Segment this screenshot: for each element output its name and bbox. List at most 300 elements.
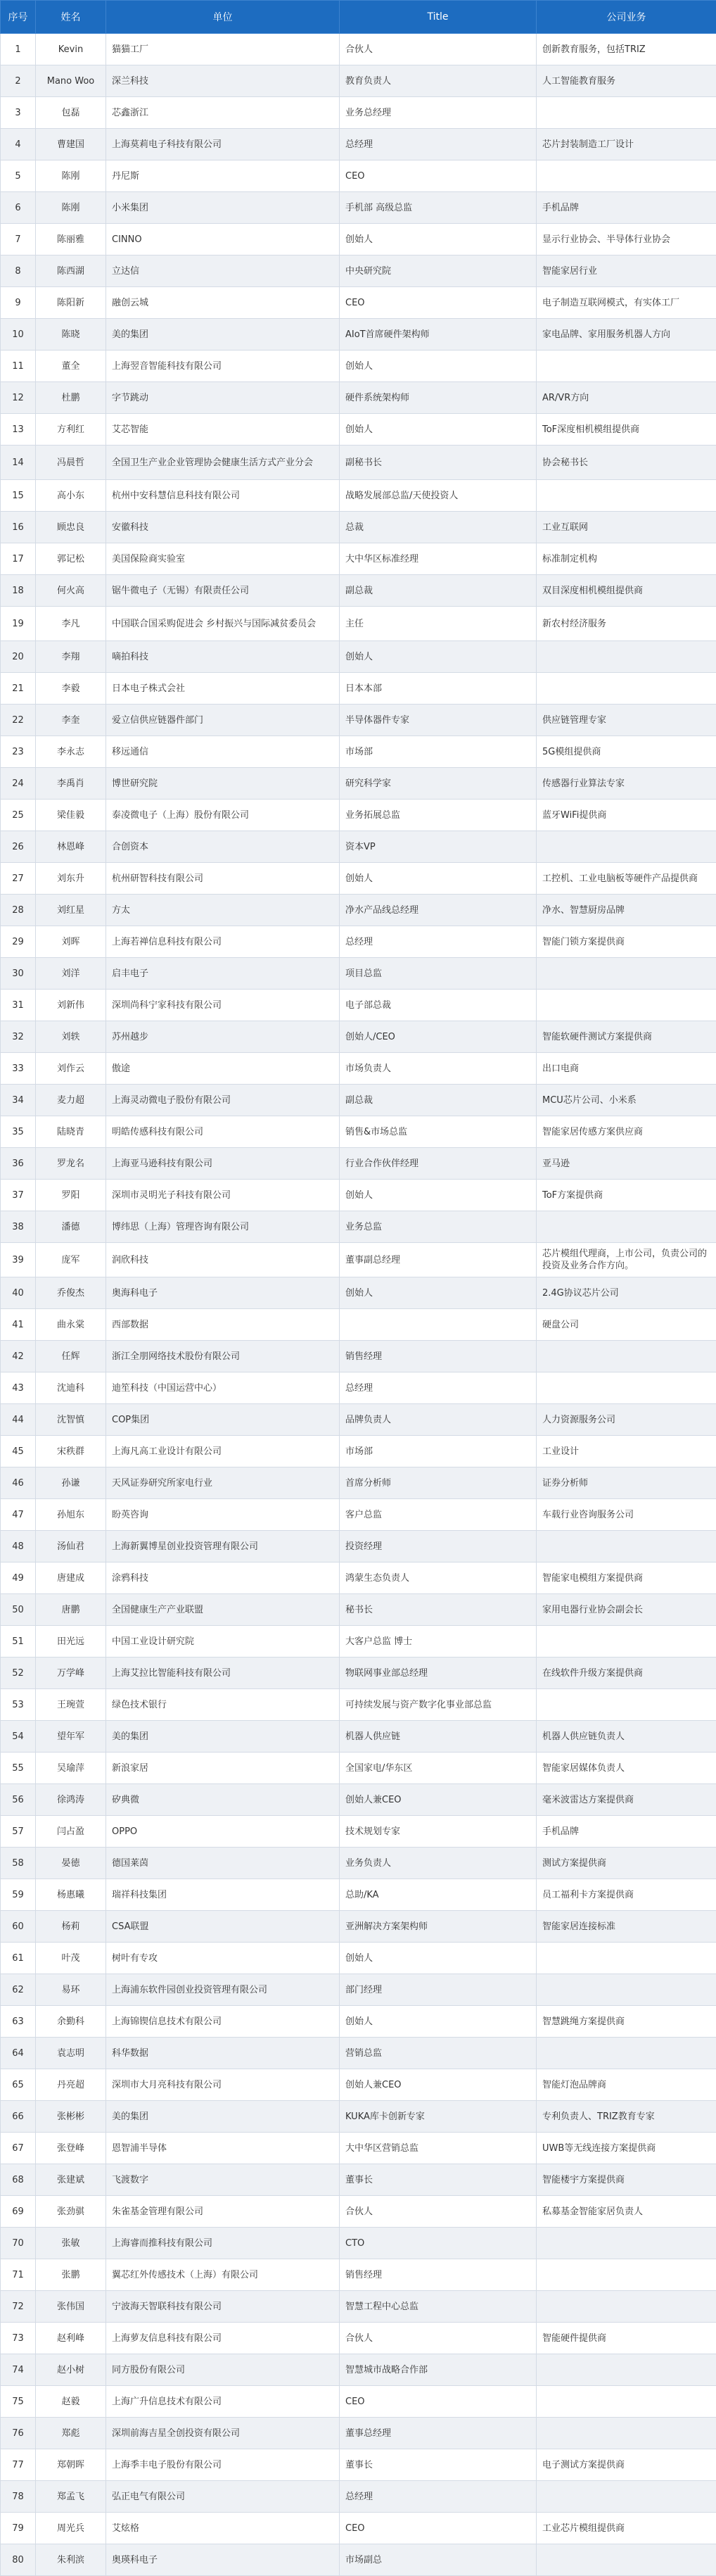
cell-organization: 美的集团 — [106, 319, 340, 351]
cell-index: 76 — [1, 2418, 36, 2449]
cell-business — [537, 831, 716, 863]
table-row — [1, 287, 716, 319]
cell-title: 机器人供应链 — [340, 1721, 537, 1753]
cell-organization: 安徽科技 — [106, 512, 340, 543]
cell-organization: 恩智浦半导体 — [106, 2133, 340, 2164]
cell-index: 47 — [1, 1499, 36, 1531]
cell-organization: 上海艾拉比智能科技有限公司 — [106, 1658, 340, 1689]
cell-name: 刘东升 — [36, 863, 106, 895]
cell-title: 投资经理 — [340, 1531, 537, 1562]
cell-index: 36 — [1, 1148, 36, 1180]
cell-name: 潘德 — [36, 1211, 106, 1243]
cell-organization: 移远通信 — [106, 736, 340, 768]
cell-business: 智能家电模组方案提供商 — [537, 1562, 716, 1594]
cell-business — [537, 160, 716, 192]
cell-organization: 奥瑛科电子 — [106, 2544, 340, 2576]
table-row — [1, 2196, 716, 2228]
cell-organization: 杭州研智科技有限公司 — [106, 863, 340, 895]
cell-index: 72 — [1, 2291, 36, 2323]
cell-index: 54 — [1, 1721, 36, 1753]
cell-business: 智能家居传感方案供应商 — [537, 1116, 716, 1148]
cell-name: 易环 — [36, 1974, 106, 2006]
cell-organization: 融创云城 — [106, 287, 340, 319]
cell-index: 59 — [1, 1879, 36, 1911]
cell-index: 27 — [1, 863, 36, 895]
cell-index: 14 — [1, 446, 36, 480]
cell-name: 董全 — [36, 351, 106, 382]
cell-business — [537, 1531, 716, 1562]
cell-business: 智能家居行业 — [537, 255, 716, 287]
cell-index: 45 — [1, 1436, 36, 1467]
cell-business: 传感器行业算法专家 — [537, 768, 716, 800]
cell-business — [537, 958, 716, 990]
table-row — [1, 2038, 716, 2069]
header-name: 姓名 — [36, 1, 106, 34]
table-row — [1, 575, 716, 607]
cell-organization: 丹尼斯 — [106, 160, 340, 192]
cell-name: 余勤科 — [36, 2006, 106, 2038]
cell-business: 工控机、工业电脑板等硬件产品提供商 — [537, 863, 716, 895]
cell-title: 总经理 — [340, 129, 537, 160]
table-row — [1, 255, 716, 287]
table-row — [1, 1341, 716, 1372]
cell-business — [537, 673, 716, 705]
table-row — [1, 1180, 716, 1211]
cell-business — [537, 2259, 716, 2291]
table-row — [1, 641, 716, 673]
cell-business — [537, 2228, 716, 2259]
cell-index: 73 — [1, 2323, 36, 2354]
cell-index: 13 — [1, 414, 36, 446]
cell-index: 74 — [1, 2354, 36, 2386]
table-row — [1, 863, 716, 895]
cell-organization: 上海莫莉电子科技有限公司 — [106, 129, 340, 160]
table-row — [1, 1053, 716, 1085]
cell-title: 首席分析师 — [340, 1467, 537, 1499]
cell-title: 市场部 — [340, 1436, 537, 1467]
cell-organization: 上海睿而推科技有限公司 — [106, 2228, 340, 2259]
cell-index: 53 — [1, 1689, 36, 1721]
cell-business: 证券分析师 — [537, 1467, 716, 1499]
cell-index: 29 — [1, 926, 36, 958]
cell-business — [537, 1974, 716, 2006]
cell-name: 孙旭东 — [36, 1499, 106, 1531]
table-body — [1, 34, 716, 2576]
cell-title: 董事长 — [340, 2449, 537, 2481]
cell-business: 显示行业协会、半导体行业协会 — [537, 224, 716, 255]
cell-name: 任辉 — [36, 1341, 106, 1372]
cell-name: 陈西湖 — [36, 255, 106, 287]
cell-business — [537, 2481, 716, 2513]
cell-name: 方利红 — [36, 414, 106, 446]
cell-name: 吴瑜萍 — [36, 1753, 106, 1784]
cell-organization: 启丰电子 — [106, 958, 340, 990]
cell-business — [537, 990, 716, 1021]
cell-title: 销售&市场总监 — [340, 1116, 537, 1148]
cell-name: 张登峰 — [36, 2133, 106, 2164]
table-row — [1, 446, 716, 480]
table-row — [1, 1721, 716, 1753]
table-row — [1, 1848, 716, 1879]
cell-title: 净水产品线总经理 — [340, 895, 537, 926]
cell-business: 亚马逊 — [537, 1148, 716, 1180]
cell-title: 项目总监 — [340, 958, 537, 990]
table-row — [1, 2323, 716, 2354]
cell-business: 毫米波雷达方案提供商 — [537, 1784, 716, 1816]
cell-title: 资本VP — [340, 831, 537, 863]
cell-name: 郑朝晖 — [36, 2449, 106, 2481]
cell-name: 庞军 — [36, 1243, 106, 1277]
cell-organization: 小米集团 — [106, 192, 340, 224]
cell-organization: 中国工业设计研究院 — [106, 1626, 340, 1658]
header-organization: 单位 — [106, 1, 340, 34]
cell-index: 32 — [1, 1021, 36, 1053]
cell-business — [537, 1943, 716, 1974]
cell-index: 43 — [1, 1372, 36, 1404]
table-row — [1, 1626, 716, 1658]
cell-title: 行业合作伙伴经理 — [340, 1148, 537, 1180]
cell-business: 电子制造互联网模式，有实体工厂 — [537, 287, 716, 319]
table-row — [1, 2164, 716, 2196]
cell-business: 手机品牌 — [537, 1816, 716, 1848]
cell-business: 员工福利卡方案提供商 — [537, 1879, 716, 1911]
cell-index: 64 — [1, 2038, 36, 2069]
cell-name: 刘晖 — [36, 926, 106, 958]
cell-organization: 字节跳动 — [106, 382, 340, 414]
cell-business: 芯片封装制造工厂设计 — [537, 129, 716, 160]
cell-index: 57 — [1, 1816, 36, 1848]
cell-name: 罗阳 — [36, 1180, 106, 1211]
table-row — [1, 512, 716, 543]
cell-name: 张敏 — [36, 2228, 106, 2259]
table-row — [1, 1467, 716, 1499]
cell-business — [537, 2418, 716, 2449]
cell-organization: 绿色技术银行 — [106, 1689, 340, 1721]
cell-name: 万学峰 — [36, 1658, 106, 1689]
header-row — [1, 1, 716, 34]
cell-organization: 朱雀基金管理有限公司 — [106, 2196, 340, 2228]
cell-index: 25 — [1, 800, 36, 831]
cell-organization: 弘正电气有限公司 — [106, 2481, 340, 2513]
cell-organization: OPPO — [106, 1816, 340, 1848]
cell-name: 李毅 — [36, 673, 106, 705]
table-header — [1, 1, 716, 34]
table-row — [1, 1243, 716, 1277]
cell-business: 在线软件升级方案提供商 — [537, 1658, 716, 1689]
cell-organization: 宁波海天智联科技有限公司 — [106, 2291, 340, 2323]
cell-title: 业务总经理 — [340, 97, 537, 129]
cell-title: 创始人 — [340, 1943, 537, 1974]
cell-title: 销售经理 — [340, 2259, 537, 2291]
cell-name: 田光远 — [36, 1626, 106, 1658]
table-row — [1, 129, 716, 160]
cell-business — [537, 97, 716, 129]
table-row — [1, 1911, 716, 1943]
cell-organization: 明皓传感科技有限公司 — [106, 1116, 340, 1148]
cell-index: 79 — [1, 2513, 36, 2544]
cell-name: 张鹏 — [36, 2259, 106, 2291]
cell-name: 刘作云 — [36, 1053, 106, 1085]
cell-organization: 日本电子株式会社 — [106, 673, 340, 705]
cell-name: 李奎 — [36, 705, 106, 736]
table-row — [1, 1658, 716, 1689]
table-row — [1, 1372, 716, 1404]
cell-title: 教育负责人 — [340, 65, 537, 97]
cell-business: 智能软硬件测试方案提供商 — [537, 1021, 716, 1053]
cell-organization: 润欣科技 — [106, 1243, 340, 1277]
cell-business: UWB等无线连接方案提供商 — [537, 2133, 716, 2164]
table-row — [1, 1499, 716, 1531]
table-row — [1, 990, 716, 1021]
cell-name: 梁佳毅 — [36, 800, 106, 831]
cell-name: 张彬彬 — [36, 2101, 106, 2133]
cell-business: AR/VR方向 — [537, 382, 716, 414]
cell-name: 宋秩群 — [36, 1436, 106, 1467]
cell-name: 叶茂 — [36, 1943, 106, 1974]
table-row — [1, 2354, 716, 2386]
cell-organization: 爱立信供应链器件部门 — [106, 705, 340, 736]
cell-title: 董事长 — [340, 2164, 537, 2196]
cell-index: 44 — [1, 1404, 36, 1436]
cell-index: 77 — [1, 2449, 36, 2481]
cell-name: 杨莉 — [36, 1911, 106, 1943]
table-row — [1, 97, 716, 129]
cell-index: 38 — [1, 1211, 36, 1243]
cell-organization: 矽典微 — [106, 1784, 340, 1816]
cell-organization: 猫猫工厂 — [106, 34, 340, 65]
cell-title: 董事副总经理 — [340, 1243, 537, 1277]
cell-business: 双目深度相机模组提供商 — [537, 575, 716, 607]
cell-name: 包磊 — [36, 97, 106, 129]
cell-business — [537, 1372, 716, 1404]
table-row — [1, 1974, 716, 2006]
cell-title: CEO — [340, 287, 537, 319]
cell-name: 沈迪科 — [36, 1372, 106, 1404]
header-title: Title — [340, 1, 537, 34]
cell-organization: 上海若禅信息科技有限公司 — [106, 926, 340, 958]
table-row — [1, 2259, 716, 2291]
table-row — [1, 2069, 716, 2101]
cell-index: 35 — [1, 1116, 36, 1148]
cell-index: 67 — [1, 2133, 36, 2164]
cell-business: 供应链管理专家 — [537, 705, 716, 736]
cell-title: 智慧工程中心总监 — [340, 2291, 537, 2323]
table-row — [1, 414, 716, 446]
cell-title: 全国家电/华东区 — [340, 1753, 537, 1784]
cell-title: 创始人 — [340, 414, 537, 446]
cell-title: 总经理 — [340, 2481, 537, 2513]
cell-index: 61 — [1, 1943, 36, 1974]
cell-name: 郭记松 — [36, 543, 106, 575]
cell-index: 28 — [1, 895, 36, 926]
cell-name: 沈智慎 — [36, 1404, 106, 1436]
cell-business — [537, 480, 716, 512]
table-row — [1, 1085, 716, 1116]
cell-index: 15 — [1, 480, 36, 512]
cell-name: 顾忠良 — [36, 512, 106, 543]
table-row — [1, 1784, 716, 1816]
cell-organization: 艾炫格 — [106, 2513, 340, 2544]
cell-title: 技术规划专家 — [340, 1816, 537, 1848]
cell-title: 副总裁 — [340, 575, 537, 607]
table-row — [1, 1689, 716, 1721]
cell-organization: 树叶有专攻 — [106, 1943, 340, 1974]
cell-index: 37 — [1, 1180, 36, 1211]
cell-business — [537, 2038, 716, 2069]
cell-name: 朱利滨 — [36, 2544, 106, 2576]
cell-organization: 上海亚马逊科技有限公司 — [106, 1148, 340, 1180]
cell-name: 刘红星 — [36, 895, 106, 926]
cell-index: 41 — [1, 1309, 36, 1341]
cell-business — [537, 2291, 716, 2323]
cell-name: 刘洋 — [36, 958, 106, 990]
cell-organization: 上海翌音智能科技有限公司 — [106, 351, 340, 382]
cell-name: 赵毅 — [36, 2386, 106, 2418]
cell-organization: 盼英咨询 — [106, 1499, 340, 1531]
cell-name: 周光兵 — [36, 2513, 106, 2544]
cell-organization: 同方股份有限公司 — [106, 2354, 340, 2386]
cell-name: 高小东 — [36, 480, 106, 512]
cell-organization: 深圳市大月亮科技有限公司 — [106, 2069, 340, 2101]
cell-name: Mano Woo — [36, 65, 106, 97]
cell-name: 曲永棠 — [36, 1309, 106, 1341]
cell-title: 业务负责人 — [340, 1848, 537, 1879]
cell-business: 蓝牙WiFi提供商 — [537, 800, 716, 831]
table-row — [1, 2133, 716, 2164]
cell-title: 合伙人 — [340, 2323, 537, 2354]
cell-title — [340, 1309, 537, 1341]
cell-business: 5G模组提供商 — [537, 736, 716, 768]
cell-name: 郑彪 — [36, 2418, 106, 2449]
table-row — [1, 607, 716, 641]
table-row — [1, 2481, 716, 2513]
cell-business: 电子测试方案提供商 — [537, 2449, 716, 2481]
cell-name: 陈晓 — [36, 319, 106, 351]
cell-title: 客户总监 — [340, 1499, 537, 1531]
cell-name: 陈刚 — [36, 192, 106, 224]
table-row — [1, 768, 716, 800]
cell-organization: 深圳市灵明光子科技有限公司 — [106, 1180, 340, 1211]
table-row — [1, 958, 716, 990]
table-row — [1, 65, 716, 97]
cell-business: 智慧跳绳方案提供商 — [537, 2006, 716, 2038]
cell-organization: 迪笙科技（中国运营中心） — [106, 1372, 340, 1404]
cell-organization: 锯牛微电子（无锡）有限责任公司 — [106, 575, 340, 607]
cell-organization: 天风证券研究所家电行业 — [106, 1467, 340, 1499]
table-row — [1, 1436, 716, 1467]
cell-index: 56 — [1, 1784, 36, 1816]
table-row — [1, 1021, 716, 1053]
cell-title: 日本本部 — [340, 673, 537, 705]
cell-index: 50 — [1, 1594, 36, 1626]
cell-title: CEO — [340, 2513, 537, 2544]
cell-index: 3 — [1, 97, 36, 129]
table-row — [1, 1277, 716, 1309]
cell-organization: 上海灵动微电子股份有限公司 — [106, 1085, 340, 1116]
cell-organization: 上海萝友信息科技有限公司 — [106, 2323, 340, 2354]
cell-title: 副秘书长 — [340, 446, 537, 480]
cell-name: Kevin — [36, 34, 106, 65]
cell-business: 人力资源服务公司 — [537, 1404, 716, 1436]
cell-organization: 上海凡高工业设计有限公司 — [106, 1436, 340, 1467]
cell-index: 20 — [1, 641, 36, 673]
table-row — [1, 1404, 716, 1436]
cell-business: 私募基金智能家居负责人 — [537, 2196, 716, 2228]
cell-name: 刘轶 — [36, 1021, 106, 1053]
cell-title: 电子部总裁 — [340, 990, 537, 1021]
table-row — [1, 673, 716, 705]
cell-title: 市场负责人 — [340, 1053, 537, 1085]
cell-business — [537, 1341, 716, 1372]
cell-name: 赵小树 — [36, 2354, 106, 2386]
cell-name: 唐建成 — [36, 1562, 106, 1594]
cell-name: 张建斌 — [36, 2164, 106, 2196]
cell-index: 30 — [1, 958, 36, 990]
cell-name: 罗龙名 — [36, 1148, 106, 1180]
table-row — [1, 831, 716, 863]
cell-name: 李永志 — [36, 736, 106, 768]
cell-title: CTO — [340, 2228, 537, 2259]
cell-index: 75 — [1, 2386, 36, 2418]
cell-organization: 苏州越步 — [106, 1021, 340, 1053]
table-row — [1, 1148, 716, 1180]
cell-title: 创始人 — [340, 641, 537, 673]
cell-index: 71 — [1, 2259, 36, 2291]
cell-organization: 上海季丰电子股份有限公司 — [106, 2449, 340, 2481]
cell-business — [537, 1689, 716, 1721]
cell-title: 品牌负责人 — [340, 1404, 537, 1436]
cell-business — [537, 2386, 716, 2418]
cell-name: 李禹肖 — [36, 768, 106, 800]
cell-index: 48 — [1, 1531, 36, 1562]
cell-name: 麦力超 — [36, 1085, 106, 1116]
cell-title: 创始人兼CEO — [340, 2069, 537, 2101]
table-row — [1, 2513, 716, 2544]
table-row — [1, 1116, 716, 1148]
cell-name: 望年军 — [36, 1721, 106, 1753]
cell-index: 9 — [1, 287, 36, 319]
cell-business: 家用电器行业协会副会长 — [537, 1594, 716, 1626]
cell-index: 6 — [1, 192, 36, 224]
cell-organization: 深圳尚科宁家科技有限公司 — [106, 990, 340, 1021]
cell-organization: 合创资本 — [106, 831, 340, 863]
cell-index: 58 — [1, 1848, 36, 1879]
cell-name: 张劲骐 — [36, 2196, 106, 2228]
cell-index: 63 — [1, 2006, 36, 2038]
cell-business: 2.4G协议芯片公司 — [537, 1277, 716, 1309]
header-business: 公司业务 — [537, 1, 716, 34]
cell-organization: 泰凌微电子（上海）股份有限公司 — [106, 800, 340, 831]
cell-index: 49 — [1, 1562, 36, 1594]
table-row — [1, 895, 716, 926]
table-row — [1, 2101, 716, 2133]
cell-organization: 瑞祥科技集团 — [106, 1879, 340, 1911]
cell-title: 市场部 — [340, 736, 537, 768]
cell-name: 李翔 — [36, 641, 106, 673]
cell-business: 专利负责人、TRIZ教育专家 — [537, 2101, 716, 2133]
cell-title: 大客户总监 博士 — [340, 1626, 537, 1658]
cell-title: 业务拓展总监 — [340, 800, 537, 831]
cell-title: 秘书长 — [340, 1594, 537, 1626]
cell-index: 5 — [1, 160, 36, 192]
cell-name: 陈丽雅 — [36, 224, 106, 255]
cell-index: 65 — [1, 2069, 36, 2101]
cell-index: 1 — [1, 34, 36, 65]
cell-business: 新农村经济服务 — [537, 607, 716, 641]
cell-business — [537, 1626, 716, 1658]
cell-title: 研究科学家 — [340, 768, 537, 800]
cell-business: 协会秘书长 — [537, 446, 716, 480]
